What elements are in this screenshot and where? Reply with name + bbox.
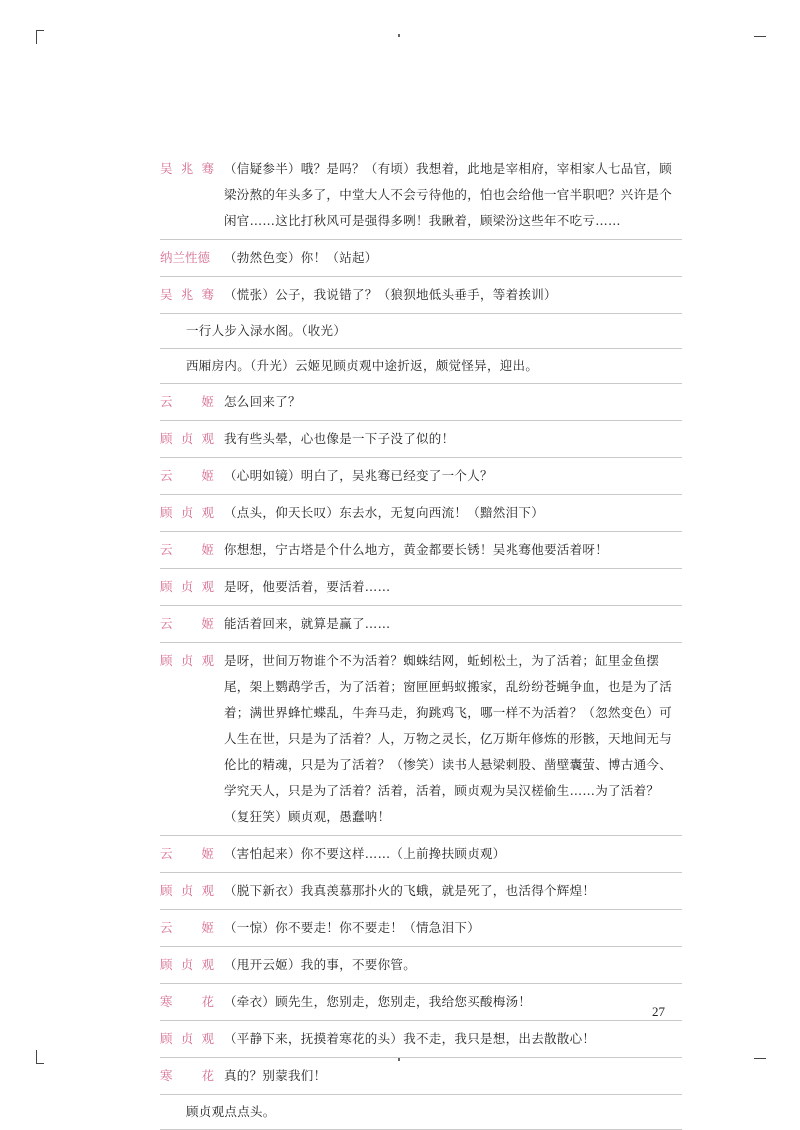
dialogue-row — [160, 277, 682, 314]
dialogue-row — [160, 836, 682, 873]
dialogue-row — [160, 384, 682, 421]
dialogue-row — [160, 532, 682, 569]
speaker-name: 顾贞观 — [160, 505, 214, 520]
crop-mark-bottom-left-h — [36, 1063, 44, 1064]
speaker-name: 顾贞观 — [160, 431, 214, 446]
dialogue-row — [160, 873, 682, 910]
speaker-name: 顾贞观 — [160, 579, 214, 594]
speaker-name: 寒花 — [160, 1068, 214, 1083]
dialogue-row — [160, 1021, 682, 1058]
speaker-name: 吴兆骞 — [160, 161, 214, 176]
speaker-name: 云姬 — [160, 616, 214, 631]
speaker-name: 寒花 — [160, 994, 214, 1009]
dialogue-text: 怎么回来了？ — [224, 394, 301, 409]
dialogue-row — [160, 910, 682, 947]
dialogue-row — [160, 240, 682, 277]
dialogue-text: （信疑参半）哦？是吗？（有顷）我想着，此地是宰相府，宰相家人七品官，顾梁汾熬的年头多了，中堂大人不会亏待他的，怕也会给他一官半职吧？兴许是个闲官……这比打秋风可是强得多咧！我瞅着，顾梁汾这些年不吃亏…… — [224, 161, 673, 228]
dialogue-row — [160, 458, 682, 495]
speaker-name: 云姬 — [160, 394, 214, 409]
dialogue-text: （牵衣）顾先生，您别走，您别走，我给您买酸梅汤！ — [224, 994, 532, 1009]
registration-dot-top — [398, 34, 400, 37]
dialogue-row — [160, 151, 682, 240]
crop-mark-bottom-left-v — [36, 1050, 37, 1064]
dialogue-row — [160, 606, 682, 643]
page-number: 27 — [652, 1004, 665, 1019]
stage-direction-text: 一行人步入渌水阁。（收光） — [186, 323, 347, 338]
stage-direction-text: 西厢房内。（升光）云姬见顾贞观中途折返，颇觉怪异，迎出。 — [186, 358, 539, 373]
dialogue-text: （点头，仰天长叹）东去水，无复向西流！（黯然泪下） — [224, 505, 545, 520]
speaker-name: 纳兰性德 — [160, 250, 211, 265]
script-body — [160, 151, 682, 1130]
stage-direction-text: 顾贞观点点头。 — [186, 1104, 276, 1119]
dialogue-text: 是呀，世间万物谁个不为活着？蜘蛛结网，蚯蚓松土，为了活着；缸里金鱼摆尾，架上鹦鹉学舌，为了活着；窗匣匣蚂蚁搬家，乱纷纷苍蝇争血，也是为了活着；满世界蜂忙蝶乱，牛奔马走，狗跳鸡飞，哪一样不为活着？（忽然变色）可人生在世，只是为了活着？人，万物之灵长，亿万斯年修炼的形骸，天地间无与伦比的精魂，只是为了活着？（惨笑）读书人悬梁刺股、凿壁囊萤、博古通今、学究天人，只是为了活着？活着，活着，顾贞观为吴汉槎偷生……为了活着？（复狂笑）顾贞观，愚蠢呐！ — [224, 653, 673, 824]
dialogue-row — [160, 421, 682, 458]
crop-mark-top-right-h — [754, 36, 766, 37]
dialogue-row — [160, 569, 682, 606]
dialogue-text: （平静下来，抚摸着寒花的头）我不走，我只是想，出去散散心！ — [224, 1031, 596, 1046]
speaker-name: 云姬 — [160, 846, 214, 861]
dialogue-text: （一惊）你不要走！你不要走！（情急泪下） — [224, 920, 481, 935]
dialogue-text: （勃然色变）你！（站起） — [224, 250, 378, 265]
dialogue-text: （害怕起来）你不要这样……（上前搀扶顾贞观） — [224, 846, 506, 861]
dialogue-text: 是呀，他要活着，要活着…… — [224, 579, 391, 594]
dialogue-row — [160, 984, 682, 1021]
stage-direction-row — [160, 349, 682, 384]
crop-mark-top-left-h — [36, 30, 44, 31]
speaker-name: 云姬 — [160, 542, 214, 557]
speaker-name: 顾贞观 — [160, 1031, 214, 1046]
dialogue-row — [160, 643, 682, 836]
crop-mark-bottom-right-h — [754, 1058, 766, 1059]
dialogue-row — [160, 495, 682, 532]
dialogue-row — [160, 947, 682, 984]
dialogue-text: （脱下新衣）我真羡慕那扑火的飞蛾，就是死了，也活得个辉煌！ — [224, 883, 596, 898]
dialogue-text: 你想想，宁古塔是个什么地方，黄金都要长锈！吴兆骞他要活着呀！ — [224, 542, 609, 557]
speaker-name: 云姬 — [160, 920, 214, 935]
dialogue-text: 能活着回来，就算是赢了…… — [224, 616, 391, 631]
speaker-name: 云姬 — [160, 468, 214, 483]
speaker-name: 顾贞观 — [160, 653, 214, 668]
speaker-name: 吴兆骞 — [160, 287, 214, 302]
speaker-name: 顾贞观 — [160, 883, 214, 898]
dialogue-text: （慌张）公子，我说错了？（狼狈地低头垂手，等着挨训） — [224, 287, 557, 302]
stage-direction-row — [160, 1095, 682, 1130]
dialogue-text: （甩开云姬）我的事，不要你管。 — [224, 957, 417, 972]
dialogue-text: 我有些头晕，心也像是一下子没了似的！ — [224, 431, 455, 446]
dialogue-text: （心明如镜）明白了，吴兆骞已经变了一个人？ — [224, 468, 493, 483]
speaker-name: 顾贞观 — [160, 957, 214, 972]
dialogue-text: 真的？别蒙我们！ — [224, 1068, 327, 1083]
stage-direction-row — [160, 314, 682, 349]
crop-mark-top-left-v — [36, 30, 37, 44]
dialogue-row — [160, 1058, 682, 1095]
